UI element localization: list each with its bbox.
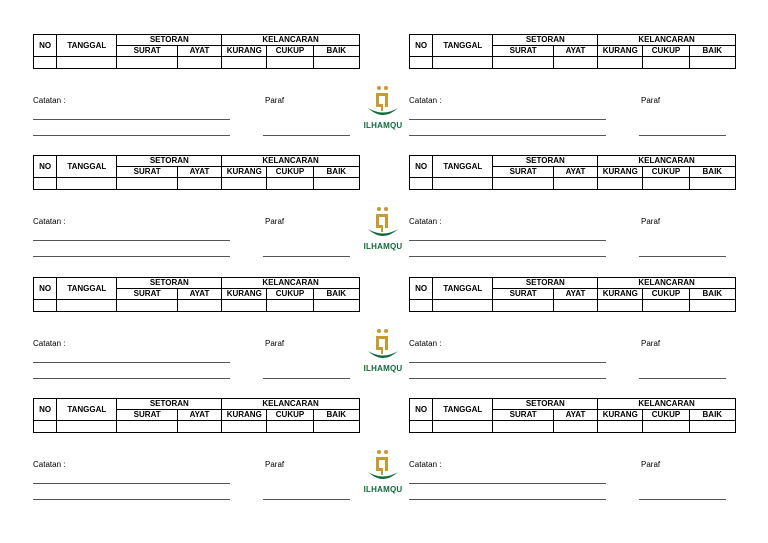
hafalan-record-table xyxy=(409,277,736,312)
record-card xyxy=(409,398,736,469)
paraf-signature-line[interactable] xyxy=(639,499,726,500)
cell-ayat[interactable] xyxy=(553,421,597,433)
cell-baik[interactable] xyxy=(313,300,359,312)
cell-surat[interactable] xyxy=(117,178,177,190)
header-kelancaran: KELANCARAN xyxy=(598,399,736,410)
paraf-signature-line[interactable] xyxy=(639,378,726,379)
catatan-line-2[interactable] xyxy=(409,256,606,257)
record-card xyxy=(33,34,360,105)
header-surat: SURAT xyxy=(493,46,553,57)
header-setoran: SETORAN xyxy=(493,399,598,410)
cell-kurang[interactable] xyxy=(222,300,267,312)
header-no: NO xyxy=(34,35,57,57)
header-ayat: AYAT xyxy=(553,167,597,178)
hafalan-record-table xyxy=(33,398,360,433)
header-cukup: CUKUP xyxy=(267,289,313,300)
catatan-line-1[interactable] xyxy=(33,362,230,363)
header-kelancaran: KELANCARAN xyxy=(222,399,360,410)
header-tanggal: TANGGAL xyxy=(433,156,493,178)
header-cukup: CUKUP xyxy=(267,167,313,178)
cell-kurang[interactable] xyxy=(598,57,643,69)
cell-tanggal[interactable] xyxy=(433,300,493,312)
cell-no[interactable] xyxy=(410,300,433,312)
paraf-label: Paraf xyxy=(265,96,285,105)
catatan-line-2[interactable] xyxy=(409,135,606,136)
catatan-label: Catatan : xyxy=(409,339,442,348)
cell-surat[interactable] xyxy=(117,300,177,312)
table-row xyxy=(410,421,736,433)
catatan-line-2[interactable] xyxy=(33,378,230,379)
cell-ayat[interactable] xyxy=(177,421,221,433)
header-ayat: AYAT xyxy=(177,46,221,57)
record-card xyxy=(33,398,360,469)
header-setoran: SETORAN xyxy=(117,278,222,289)
paraf-signature-line[interactable] xyxy=(639,256,726,257)
cell-ayat[interactable] xyxy=(553,300,597,312)
header-baik: BAIK xyxy=(689,410,735,421)
logo-brand-text: ILHAMQU xyxy=(363,364,403,373)
header-cukup: CUKUP xyxy=(643,410,689,421)
hafalan-record-table xyxy=(33,34,360,69)
header-kelancaran: KELANCARAN xyxy=(222,35,360,46)
cell-no[interactable] xyxy=(34,178,57,190)
header-kurang: KURANG xyxy=(598,410,643,421)
header-cukup: CUKUP xyxy=(267,46,313,57)
header-baik: BAIK xyxy=(689,46,735,57)
cell-baik[interactable] xyxy=(313,57,359,69)
catatan-line-2[interactable] xyxy=(409,378,606,379)
cell-kurang[interactable] xyxy=(222,178,267,190)
logo-brand-text: ILHAMQU xyxy=(363,242,403,251)
catatan-line-2[interactable] xyxy=(33,135,230,136)
header-kelancaran: KELANCARAN xyxy=(598,156,736,167)
record-card xyxy=(409,155,736,226)
table-row xyxy=(410,57,736,69)
cell-tanggal[interactable] xyxy=(57,300,117,312)
cell-kurang[interactable] xyxy=(222,421,267,433)
ilhamqu-logo xyxy=(363,327,403,373)
header-kelancaran: KELANCARAN xyxy=(222,278,360,289)
cell-tanggal[interactable] xyxy=(57,421,117,433)
header-surat: SURAT xyxy=(493,167,553,178)
hafalan-record-table xyxy=(409,398,736,433)
header-ayat: AYAT xyxy=(553,46,597,57)
catatan-label: Catatan : xyxy=(33,96,66,105)
header-kurang: KURANG xyxy=(222,46,267,57)
cell-cukup[interactable] xyxy=(267,178,313,190)
ilhamqu-logo-icon xyxy=(366,448,400,486)
header-kurang: KURANG xyxy=(222,410,267,421)
cell-cukup[interactable] xyxy=(267,57,313,69)
paraf-signature-line[interactable] xyxy=(263,135,350,136)
cell-baik[interactable] xyxy=(689,421,735,433)
record-card xyxy=(33,155,360,226)
header-baik: BAIK xyxy=(689,289,735,300)
cell-no[interactable] xyxy=(34,57,57,69)
catatan-line-1[interactable] xyxy=(409,362,606,363)
header-ayat: AYAT xyxy=(177,289,221,300)
cell-surat[interactable] xyxy=(493,300,553,312)
header-kelancaran: KELANCARAN xyxy=(598,278,736,289)
logo-brand-text: ILHAMQU xyxy=(363,121,403,130)
paraf-signature-line[interactable] xyxy=(639,135,726,136)
header-kurang: KURANG xyxy=(598,46,643,57)
cell-tanggal[interactable] xyxy=(57,178,117,190)
paraf-signature-line[interactable] xyxy=(263,378,350,379)
paraf-label: Paraf xyxy=(641,339,661,348)
catatan-line-1[interactable] xyxy=(33,119,230,120)
cell-ayat[interactable] xyxy=(177,57,221,69)
cell-baik[interactable] xyxy=(313,178,359,190)
ilhamqu-logo-icon xyxy=(366,205,400,243)
header-no: NO xyxy=(410,35,433,57)
logo-brand-text: ILHAMQU xyxy=(363,485,403,494)
cell-cukup[interactable] xyxy=(267,421,313,433)
cell-kurang[interactable] xyxy=(598,421,643,433)
header-baik: BAIK xyxy=(313,289,359,300)
header-no: NO xyxy=(410,156,433,178)
table-row xyxy=(34,300,360,312)
header-setoran: SETORAN xyxy=(493,156,598,167)
header-kelancaran: KELANCARAN xyxy=(598,35,736,46)
header-setoran: SETORAN xyxy=(117,156,222,167)
header-tanggal: TANGGAL xyxy=(57,35,117,57)
header-no: NO xyxy=(34,156,57,178)
record-card xyxy=(409,34,736,105)
header-surat: SURAT xyxy=(117,410,177,421)
catatan-line-1[interactable] xyxy=(33,483,230,484)
cell-kurang[interactable] xyxy=(598,178,643,190)
catatan-line-1[interactable] xyxy=(409,240,606,241)
catatan-line-1[interactable] xyxy=(409,119,606,120)
paraf-label: Paraf xyxy=(641,96,661,105)
header-surat: SURAT xyxy=(117,167,177,178)
header-ayat: AYAT xyxy=(553,410,597,421)
header-setoran: SETORAN xyxy=(117,35,222,46)
paraf-label: Paraf xyxy=(265,460,285,469)
cell-ayat[interactable] xyxy=(553,178,597,190)
cell-ayat[interactable] xyxy=(553,57,597,69)
paraf-label: Paraf xyxy=(641,217,661,226)
cell-cukup[interactable] xyxy=(643,178,689,190)
header-no: NO xyxy=(410,399,433,421)
cell-surat[interactable] xyxy=(493,178,553,190)
record-card xyxy=(33,277,360,348)
cell-no[interactable] xyxy=(34,421,57,433)
cell-tanggal[interactable] xyxy=(433,178,493,190)
cell-tanggal[interactable] xyxy=(57,57,117,69)
table-row xyxy=(410,178,736,190)
header-ayat: AYAT xyxy=(553,289,597,300)
ilhamqu-logo-icon xyxy=(366,327,400,365)
header-no: NO xyxy=(34,399,57,421)
catatan-label: Catatan : xyxy=(33,460,66,469)
catatan-label: Catatan : xyxy=(33,339,66,348)
ilhamqu-logo xyxy=(363,448,403,494)
header-surat: SURAT xyxy=(493,289,553,300)
header-kelancaran: KELANCARAN xyxy=(222,156,360,167)
header-no: NO xyxy=(410,278,433,300)
header-cukup: CUKUP xyxy=(643,167,689,178)
table-row xyxy=(34,421,360,433)
ilhamqu-logo xyxy=(363,205,403,251)
table-row xyxy=(34,57,360,69)
hafalan-record-table xyxy=(409,155,736,190)
cell-surat[interactable] xyxy=(493,421,553,433)
header-kurang: KURANG xyxy=(598,289,643,300)
hafalan-record-table xyxy=(409,34,736,69)
header-kurang: KURANG xyxy=(222,289,267,300)
cell-baik[interactable] xyxy=(689,178,735,190)
header-setoran: SETORAN xyxy=(493,278,598,289)
catatan-line-1[interactable] xyxy=(409,483,606,484)
header-surat: SURAT xyxy=(117,289,177,300)
header-cukup: CUKUP xyxy=(267,410,313,421)
catatan-label: Catatan : xyxy=(33,217,66,226)
cell-ayat[interactable] xyxy=(177,300,221,312)
cell-tanggal[interactable] xyxy=(433,421,493,433)
ilhamqu-logo xyxy=(363,84,403,130)
header-setoran: SETORAN xyxy=(493,35,598,46)
catatan-line-2[interactable] xyxy=(33,256,230,257)
catatan-label: Catatan : xyxy=(409,460,442,469)
header-baik: BAIK xyxy=(313,46,359,57)
cell-kurang[interactable] xyxy=(222,57,267,69)
cell-surat[interactable] xyxy=(493,57,553,69)
paraf-signature-line[interactable] xyxy=(263,499,350,500)
paraf-signature-line[interactable] xyxy=(263,256,350,257)
table-row xyxy=(34,178,360,190)
paraf-label: Paraf xyxy=(641,460,661,469)
cell-cukup[interactable] xyxy=(643,300,689,312)
cell-surat[interactable] xyxy=(117,57,177,69)
header-baik: BAIK xyxy=(689,167,735,178)
header-tanggal: TANGGAL xyxy=(433,399,493,421)
cell-no[interactable] xyxy=(34,300,57,312)
catatan-line-1[interactable] xyxy=(33,240,230,241)
header-tanggal: TANGGAL xyxy=(57,399,117,421)
cell-kurang[interactable] xyxy=(598,300,643,312)
header-cukup: CUKUP xyxy=(643,46,689,57)
cell-tanggal[interactable] xyxy=(433,57,493,69)
cell-cukup[interactable] xyxy=(643,57,689,69)
cell-no[interactable] xyxy=(410,421,433,433)
header-no: NO xyxy=(34,278,57,300)
paraf-label: Paraf xyxy=(265,217,285,226)
header-cukup: CUKUP xyxy=(643,289,689,300)
header-tanggal: TANGGAL xyxy=(57,278,117,300)
hafalan-record-table xyxy=(33,155,360,190)
header-ayat: AYAT xyxy=(177,410,221,421)
cell-cukup[interactable] xyxy=(643,421,689,433)
header-tanggal: TANGGAL xyxy=(433,278,493,300)
cell-cukup[interactable] xyxy=(267,300,313,312)
table-row xyxy=(410,300,736,312)
header-surat: SURAT xyxy=(493,410,553,421)
paraf-label: Paraf xyxy=(265,339,285,348)
record-card xyxy=(409,277,736,348)
cell-no[interactable] xyxy=(410,178,433,190)
header-surat: SURAT xyxy=(117,46,177,57)
header-ayat: AYAT xyxy=(177,167,221,178)
header-baik: BAIK xyxy=(313,167,359,178)
catatan-line-2[interactable] xyxy=(33,499,230,500)
header-kurang: KURANG xyxy=(222,167,267,178)
catatan-label: Catatan : xyxy=(409,217,442,226)
header-kurang: KURANG xyxy=(598,167,643,178)
cell-baik[interactable] xyxy=(689,57,735,69)
cell-ayat[interactable] xyxy=(177,178,221,190)
ilhamqu-logo-icon xyxy=(366,84,400,122)
catatan-label: Catatan : xyxy=(409,96,442,105)
header-tanggal: TANGGAL xyxy=(433,35,493,57)
hafalan-record-table xyxy=(33,277,360,312)
cell-surat[interactable] xyxy=(117,421,177,433)
header-baik: BAIK xyxy=(313,410,359,421)
header-setoran: SETORAN xyxy=(117,399,222,410)
catatan-line-2[interactable] xyxy=(409,499,606,500)
header-tanggal: TANGGAL xyxy=(57,156,117,178)
cell-baik[interactable] xyxy=(313,421,359,433)
cell-baik[interactable] xyxy=(689,300,735,312)
cell-no[interactable] xyxy=(410,57,433,69)
